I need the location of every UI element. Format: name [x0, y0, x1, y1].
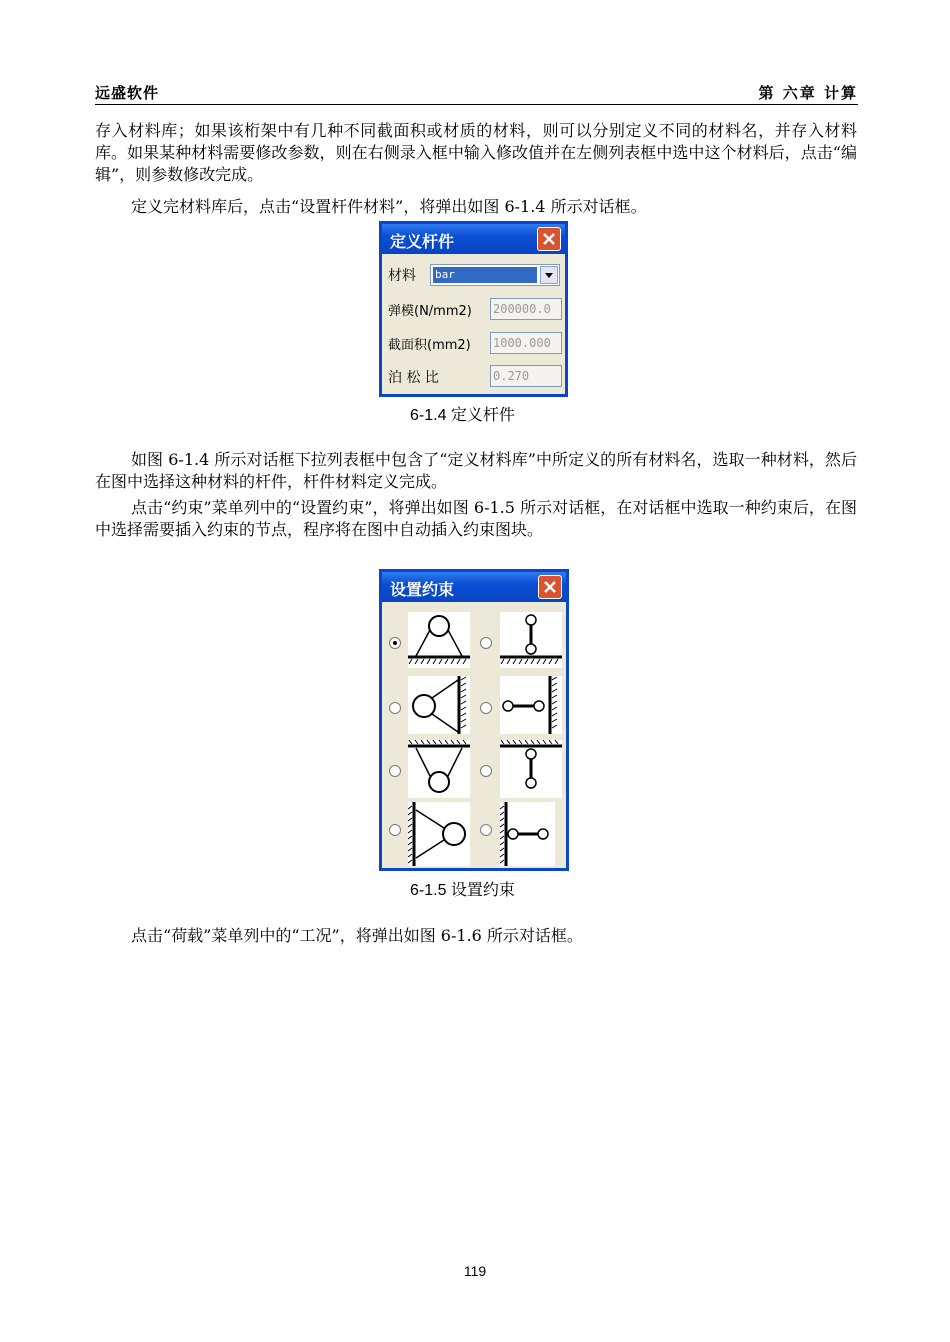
constraint-radio-7[interactable]	[389, 824, 401, 836]
roller-support-left-icon	[500, 802, 555, 866]
constraint-radio-1[interactable]	[389, 637, 401, 649]
roller-support-top-icon	[500, 740, 562, 798]
paragraph-2: 定义完材料库后，点击“设置杆件材料”，将弹出如图 6-1.4 所示对话框。	[131, 197, 647, 216]
paragraph-3: 如图 6-1.4 所示对话框下拉列表框中包含了“定义材料库”中所定义的所有材料名，选取一种材料，然后在图中选择这种材料的杆件，杆件材料定义完成。	[95, 450, 857, 491]
dialog-titlebar	[382, 224, 565, 254]
header-right: 第 六章 计算	[758, 84, 858, 102]
close-icon	[543, 580, 557, 594]
header-left: 远盛软件	[95, 84, 160, 102]
close-icon	[542, 232, 556, 246]
roller-support-bottom-icon	[500, 612, 562, 668]
modulus-label: 弹模(N/mm2)	[388, 304, 472, 319]
paragraph-4: 点击“约束”菜单列中的“设置约束”，将弹出如图 6-1.5 所示对话框，在对话框中选取一种约束后，在图中选择需要插入约束的节点，程序将在图中自动插入约束图块。	[95, 498, 857, 539]
poisson-label: 泊 松 比	[388, 370, 439, 386]
material-label: 材料	[388, 268, 416, 284]
area-label: 截面积(mm2)	[388, 338, 471, 353]
modulus-field[interactable]: 200000.0	[490, 298, 562, 320]
area-field[interactable]: 1000.000	[490, 332, 562, 354]
material-selected-value: bar	[433, 267, 537, 283]
paragraph-1: 存入材料库；如果该桁架中有几种不同截面积或材质的材料，则可以分别定义不同的材料名，并存入材料库。如果某种材料需要修改参数，则在右侧录入框中输入修改值并在左侧列表框中选中这个材料后，点击“编辑”，则参数修改完成。	[95, 121, 857, 184]
page-number: 119	[463, 1263, 487, 1279]
dialog-title: 定义杆件	[390, 232, 455, 251]
set-constraint-dialog	[379, 569, 569, 871]
constraint-radio-2[interactable]	[480, 637, 492, 649]
figure-caption-6-1-5: 6-1.5 设置约束	[410, 882, 515, 899]
material-select[interactable]	[430, 264, 560, 286]
paragraph-5: 点击“荷载”菜单列中的“工况”，将弹出如图 6-1.6 所示对话框。	[131, 926, 583, 945]
pin-support-bottom-icon	[408, 612, 470, 668]
constraint-radio-6[interactable]	[480, 765, 492, 777]
dialog-title: 设置约束	[390, 580, 455, 599]
header-rule	[95, 104, 858, 105]
chevron-down-icon[interactable]	[540, 266, 558, 284]
define-member-dialog	[379, 221, 568, 397]
dialog-titlebar	[382, 572, 566, 602]
roller-support-right-icon	[500, 676, 562, 734]
close-button[interactable]	[538, 575, 562, 599]
constraint-radio-5[interactable]	[389, 765, 401, 777]
close-button[interactable]	[537, 227, 561, 251]
pin-support-right-icon	[408, 676, 470, 734]
pin-support-top-icon	[408, 740, 470, 798]
poisson-field[interactable]: 0.270	[490, 365, 562, 387]
constraint-radio-8[interactable]	[480, 824, 492, 836]
figure-caption-6-1-4: 6-1.4 定义杆件	[410, 407, 515, 424]
pin-support-left-icon	[408, 802, 470, 866]
constraint-radio-4[interactable]	[480, 702, 492, 714]
constraint-radio-3[interactable]	[389, 702, 401, 714]
